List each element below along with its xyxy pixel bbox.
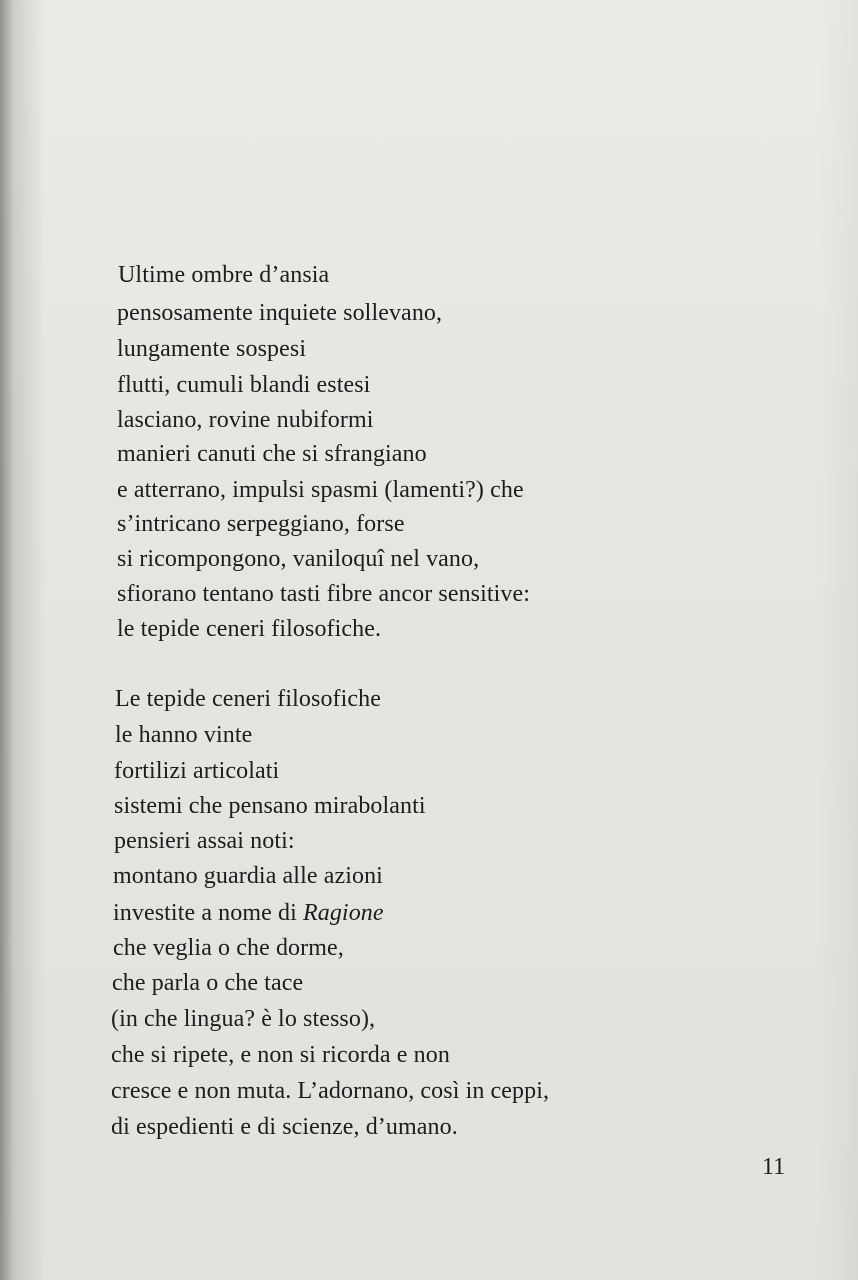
italic-word: Ragione (302, 900, 384, 926)
poem-line: s’intricano serpeggiano, forse (117, 511, 405, 537)
poem-line: (in che lingua? è lo stesso), (111, 1006, 376, 1032)
poem-line: che veglia o che dorme, (113, 935, 344, 961)
poem-line: pensosamente inquiete sollevano, (117, 300, 443, 326)
poem-line: che si ripete, e non si ricorda e non (111, 1042, 450, 1068)
poem-line: Ultime ombre d’ansia (118, 262, 330, 288)
poem-line (113, 900, 384, 927)
poem-line: e atterrano, impulsi spasmi (lamenti?) che (117, 477, 524, 503)
page-edge-shadow (818, 0, 858, 1280)
poem-line: lungamente sospesi (117, 336, 307, 362)
poem-line: sfiorano tentano tasti fibre ancor sensitive: (117, 581, 531, 607)
poem-line: di espedienti e di scienze, d’umano. (111, 1114, 458, 1140)
poem-line: cresce e non muta. L’adornano, così in ceppi, (111, 1078, 550, 1104)
poem-line: pensieri assai noti: (114, 828, 295, 854)
poem-line: lasciano, rovine nubiformi (117, 407, 374, 433)
poem-line: sistemi che pensano mirabolanti (114, 793, 426, 819)
poem-line: che parla o che tace (112, 970, 304, 996)
poem-line: flutti, cumuli blandi estesi (117, 372, 371, 398)
page-number: 11 (762, 1154, 786, 1180)
poem-line-text: investite a nome di (113, 900, 303, 926)
poem-line: manieri canuti che si sfrangiano (117, 441, 427, 467)
poem-line: Le tepide ceneri filosofiche (115, 686, 382, 712)
poem-line: fortilizi articolati (114, 758, 280, 784)
poem-line: le tepide ceneri filosofiche. (117, 616, 382, 642)
poem-line: le hanno vinte (115, 722, 253, 748)
poem-line: si ricompongono, vaniloquî nel vano, (117, 546, 480, 572)
poem-line: montano guardia alle azioni (113, 863, 383, 889)
